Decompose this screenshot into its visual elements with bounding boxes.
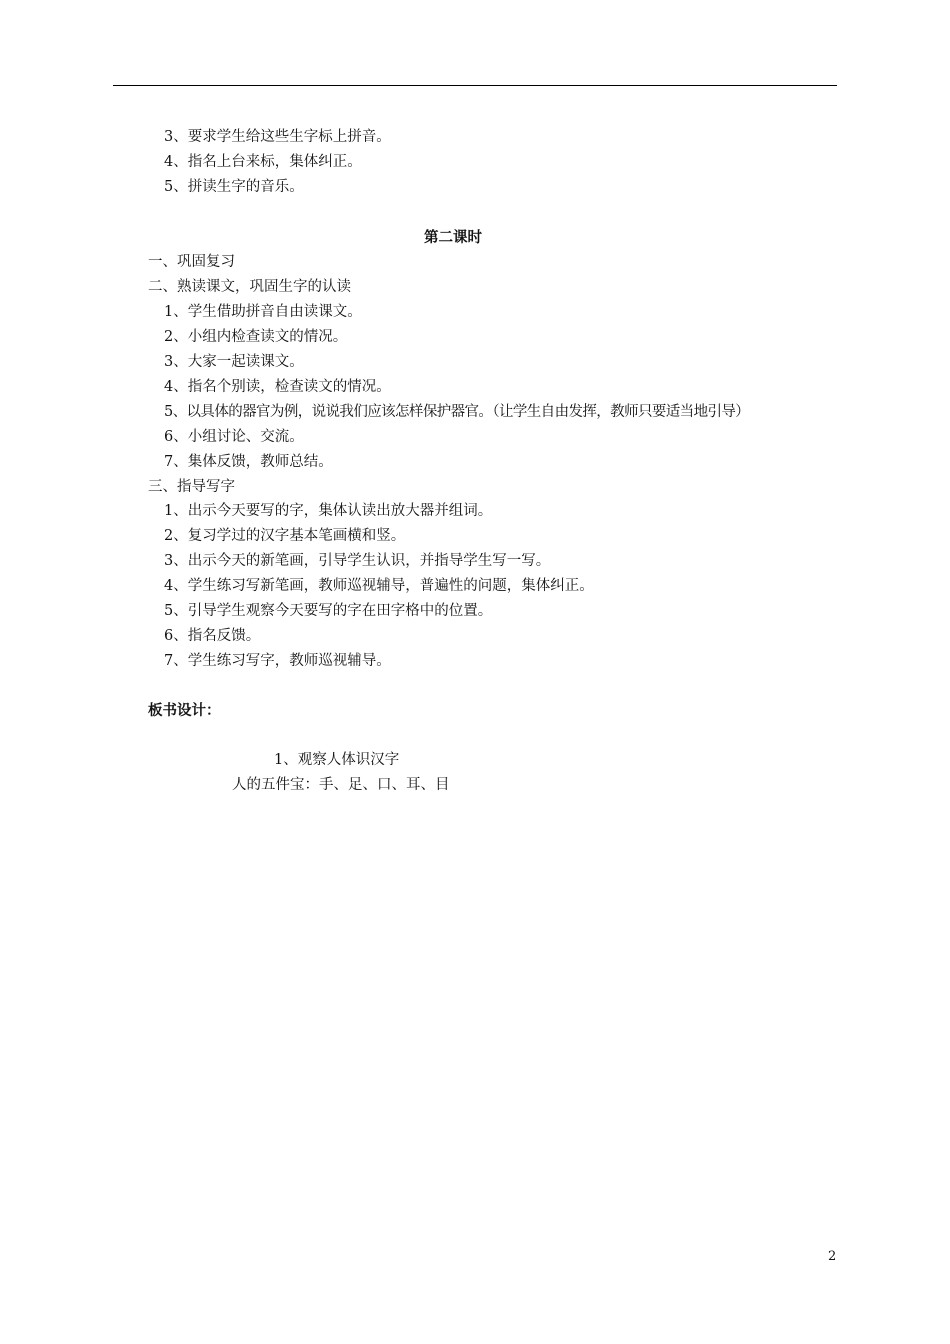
list-item: 1、出示今天要写的字，集体认读出放大器并组词。: [164, 503, 493, 519]
board-line: 人的五件宝：手、足、口、耳、目: [232, 777, 450, 793]
board-line: 1、观察人体识汉字: [274, 752, 400, 768]
list-item: 6、小组讨论、交流。: [164, 429, 304, 445]
section-heading: 一、巩固复习: [148, 254, 235, 270]
list-item: 4、指名个别读，检查读文的情况。: [164, 379, 391, 395]
list-item: 4、学生练习写新笔画，教师巡视辅导，普遍性的问题，集体纠正。: [164, 578, 594, 594]
list-item: 6、指名反馈。: [164, 628, 261, 644]
list-item: 3、要求学生给这些生字标上拼音。: [164, 129, 391, 145]
list-item: 7、学生练习写字，教师巡视辅导。: [164, 653, 391, 669]
list-item: 4、指名上台来标，集体纠正。: [164, 154, 362, 170]
lesson-title: 第二课时: [424, 230, 482, 246]
list-item: 3、大家一起读课文。: [164, 354, 304, 370]
list-item: 2、复习学过的汉字基本笔画横和竖。: [164, 528, 406, 544]
list-item: 1、学生借助拼音自由读课文。: [164, 304, 362, 320]
section-heading: 三、指导写字: [148, 479, 235, 495]
list-item: 5、拼读生字的音乐。: [164, 179, 304, 195]
section-heading: 二、熟读课文，巩固生字的认读: [148, 279, 351, 295]
page-number: 2: [828, 1249, 837, 1264]
list-item: 7、集体反馈，教师总结。: [164, 454, 333, 470]
header-rule: [113, 85, 837, 86]
board-design-title: 板书设计：: [148, 703, 221, 719]
list-item: 5、引导学生观察今天要写的字在田字格中的位置。: [164, 603, 493, 619]
list-item: 5、以具体的器官为例，说说我们应该怎样保护器官。（让学生自由发挥，教师只要适当地引导）: [164, 404, 750, 420]
list-item: 3、出示今天的新笔画，引导学生认识，并指导学生写一写。: [164, 553, 551, 569]
list-item: 2、小组内检查读文的情况。: [164, 329, 348, 345]
